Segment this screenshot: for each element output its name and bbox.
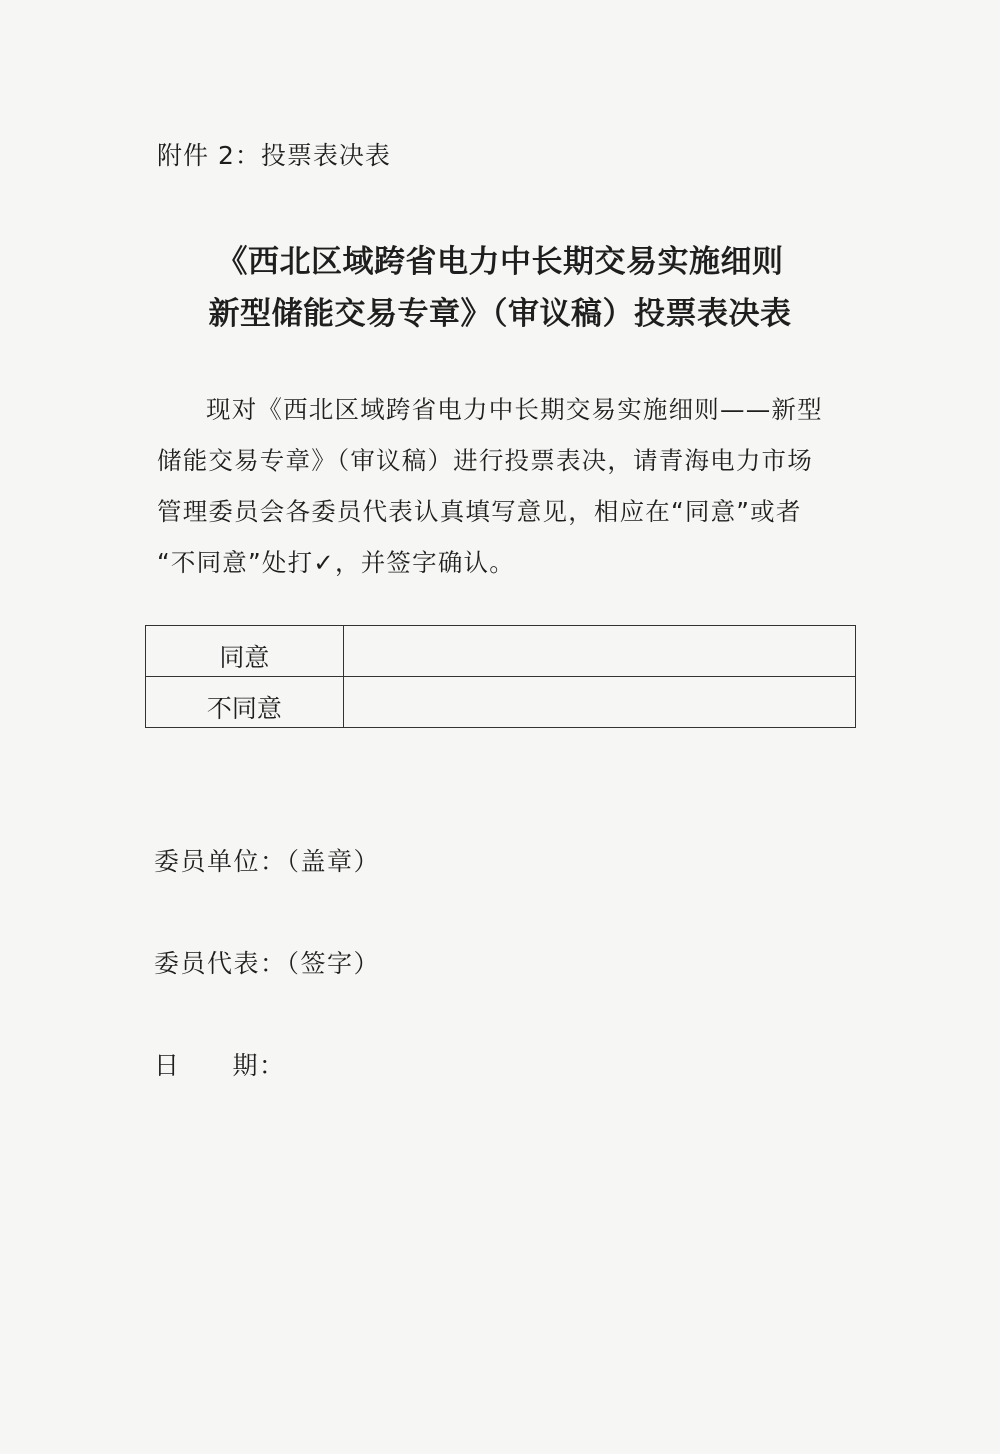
document-title-line-1: 《西北区域跨省电力中长期交易实施细则 [216, 244, 784, 280]
vote-row-disagree [146, 677, 856, 728]
instruction-line: 储能交易专章》（审议稿）进行投票表决，请青海电力市场 [157, 446, 813, 475]
instruction-line: “不同意”处打✓，并签字确认。 [157, 548, 515, 577]
instruction-paragraph [157, 384, 857, 588]
attachment-label: 附件 2：投票表决表 [157, 141, 391, 170]
vote-option-disagree-label: 不同意 [146, 677, 344, 728]
vote-row-agree [146, 626, 856, 677]
member-representative-field: 委员代表：（签字） [154, 949, 381, 978]
vote-option-agree-cell[interactable] [343, 626, 855, 677]
member-unit-field: 委员单位：（盖章） [154, 847, 381, 876]
date-label-char-1: 日 [154, 1051, 181, 1080]
date-field [154, 1046, 286, 1082]
document-title-line-2: 新型储能交易专章》（审议稿）投票表决表 [208, 296, 792, 332]
vote-option-disagree-cell[interactable] [343, 677, 855, 728]
vote-table [145, 625, 856, 728]
vote-option-agree-label: 同意 [146, 626, 344, 677]
date-label-char-2: 期： [232, 1051, 286, 1080]
instruction-line: 现对《西北区域跨省电力中长期交易实施细则——新型 [206, 395, 823, 424]
instruction-line: 管理委员会各委员代表认真填写意见，相应在“同意”或者 [157, 497, 802, 526]
